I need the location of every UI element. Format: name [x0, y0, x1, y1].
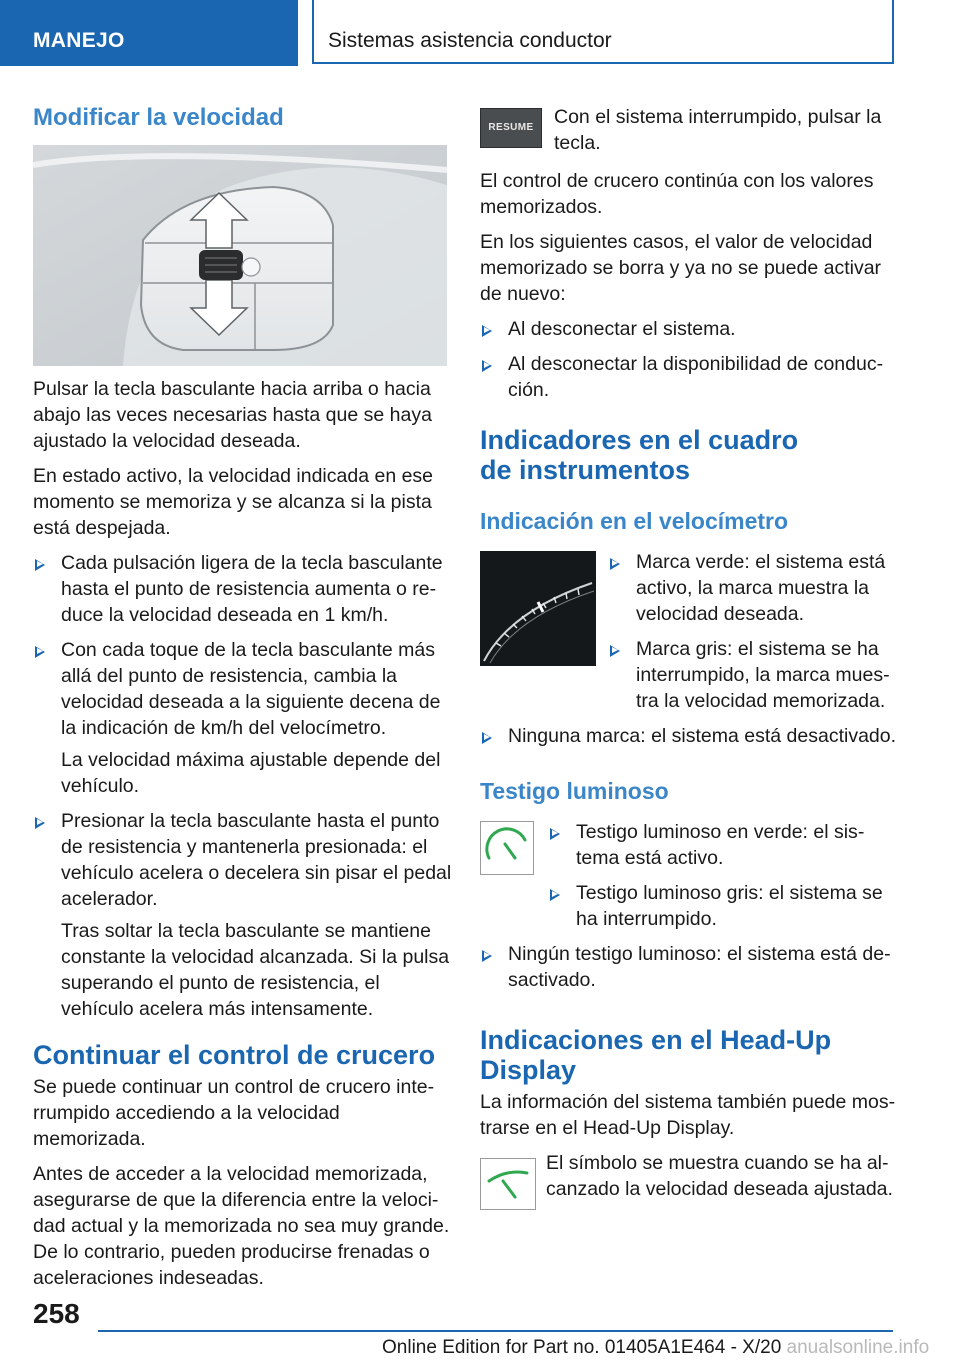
paragraph: La información del sistema también puede mostrarse en el Head-Up Display. — [480, 1091, 896, 1139]
paragraph: En estado activo, la velocidad indicada en ese momento se memoriza y se alcanza si la pista está despejada. — [33, 465, 434, 539]
right-column — [480, 104, 898, 1220]
steering-wheel-image — [33, 145, 447, 366]
bullet-item — [608, 549, 898, 627]
bullet-text: Al desconectar el sistema. — [508, 318, 736, 340]
bullet-text: Con cada toque de la tecla basculante más allá del punto de resistencia, cambia la velocidad deseada a la siguiente decena de la indicación de km/h del velocímetro. — [61, 639, 441, 739]
heading-head-up-display: Indicaciones en el Head-Up Display — [480, 1025, 832, 1085]
bullet-triangle-icon — [550, 828, 560, 840]
bullet-triangle-icon — [35, 559, 45, 571]
cruise-indicator-icon — [480, 821, 534, 875]
paragraph: Antes de acceder a la velocidad memorizada, asegurarse de que la diferencia entre la velocidad actual y la memorizada no sea muy grande. De lo contrario, pueden producirse frenadas o aceleraciones indeseadas. — [33, 1163, 450, 1289]
indicator-bullets — [548, 819, 898, 932]
left-column — [33, 104, 453, 1300]
hud-symbol-icon — [480, 1158, 536, 1210]
bullet-text: Al desconectar la disponibilidad de conducción. — [508, 353, 884, 401]
footer-edition — [382, 1337, 929, 1359]
heading-testigo-luminoso: Testigo luminoso — [480, 778, 669, 804]
bullet-item — [608, 636, 898, 714]
hud-text: El símbolo se muestra cuando se ha alcanzado la velocidad deseada ajustada. — [546, 1152, 893, 1200]
resume-button-label: RESUME — [488, 122, 534, 133]
speedometer-image — [480, 551, 596, 666]
bullet-note: La velocidad máxima ajustable depende del vehículo. — [61, 749, 441, 797]
bullet-text: Marca verde: el sistema está activo, la marca muestra la velocidad deseada. — [636, 551, 886, 625]
bullet-text: Testigo luminoso gris: el sistema se ha interrumpido. — [576, 882, 883, 930]
bullet-text: Presionar la tecla basculante hasta el punto de resistencia y mantenerla presionada: el vehículo acelera o decelera sin pisar el pedal acelerador. — [61, 810, 452, 910]
bullet-item — [33, 808, 453, 912]
footer-rule — [98, 1330, 893, 1332]
resume-button-icon — [480, 108, 542, 148]
bullet-triangle-icon — [482, 325, 492, 337]
bullet-text: Marca gris: el sistema se ha interrumpido, la marca muestra la velocidad memorizada. — [636, 638, 890, 712]
hud-block — [480, 1150, 898, 1220]
header-chapter-box — [312, 0, 894, 64]
paragraph: Se puede continuar un control de crucero interrumpido accediendo a la velocidad memorizada. — [33, 1076, 435, 1150]
bullet-item — [480, 351, 898, 403]
bullet-triangle-icon — [35, 817, 45, 829]
heading-indicadores-cuadro: Indicadores en el cuadro de instrumentos — [480, 425, 799, 485]
bullet-item — [548, 819, 898, 871]
bullet-triangle-icon — [35, 646, 45, 658]
header-section-label: MANEJO — [33, 29, 125, 52]
bullet-triangle-icon — [610, 645, 620, 657]
bullet-triangle-icon — [550, 889, 560, 901]
bullet-text: Cada pulsación ligera de la tecla basculante hasta el punto de resistencia aumenta o reduce la velocidad deseada en 1 km/h. — [61, 552, 443, 626]
bullet-item — [548, 880, 898, 932]
footer-watermark: anualsonline.info — [786, 1337, 930, 1358]
heading-continuar-control: Continuar el control de crucero — [33, 1040, 436, 1070]
heading-modificar-velocidad: Modificar la velocidad — [33, 104, 284, 131]
paragraph: En los siguientes casos, el valor de velocidad memorizado se borra y ya no se puede activar de nuevo: — [480, 231, 882, 305]
bullet-triangle-icon — [482, 360, 492, 372]
resume-row — [480, 104, 898, 160]
paragraph: Pulsar la tecla basculante hacia arriba o hacia abajo las veces necesarias hasta que se haya ajustado la velocidad deseada. — [33, 378, 432, 452]
bullet-triangle-icon — [482, 950, 492, 962]
speedometer-block — [480, 549, 898, 714]
bullet-text: Ningún testigo luminoso: el sistema está desactivado. — [508, 943, 891, 991]
header-chapter-label: Sistemas asistencia conductor — [328, 29, 612, 52]
page-number: 258 — [33, 1298, 80, 1329]
bullet-note: Tras soltar la tecla basculante se mantiene constante la velocidad alcanzada. Si la pulsa superando el punto de resistencia, el vehículo acelera más intensamente. — [61, 920, 450, 1020]
bullet-triangle-icon — [482, 732, 492, 744]
footer-edition-text: Online Edition for Part no. 01405A1E464 - X/20 — [382, 1337, 782, 1358]
bullet-text: Ninguna marca: el sistema está desactivado. — [508, 725, 897, 747]
header-section-tab — [0, 0, 298, 66]
bullet-item — [480, 723, 898, 749]
bullet-text: Testigo luminoso en verde: el sistema está activo. — [576, 821, 865, 869]
resume-text: Con el sistema interrumpido, pulsar la tecla. — [554, 106, 882, 154]
bullet-item — [480, 316, 898, 342]
bullet-item — [480, 941, 898, 993]
indicator-block — [480, 819, 898, 932]
bullet-item — [33, 637, 453, 741]
bullet-item — [33, 550, 453, 628]
speedometer-bullets — [608, 549, 898, 714]
heading-indicacion-velocimetro: Indicación en el velocímetro — [480, 508, 789, 534]
bullet-triangle-icon — [610, 558, 620, 570]
paragraph: El control de crucero continúa con los valores memorizados. — [480, 170, 874, 218]
